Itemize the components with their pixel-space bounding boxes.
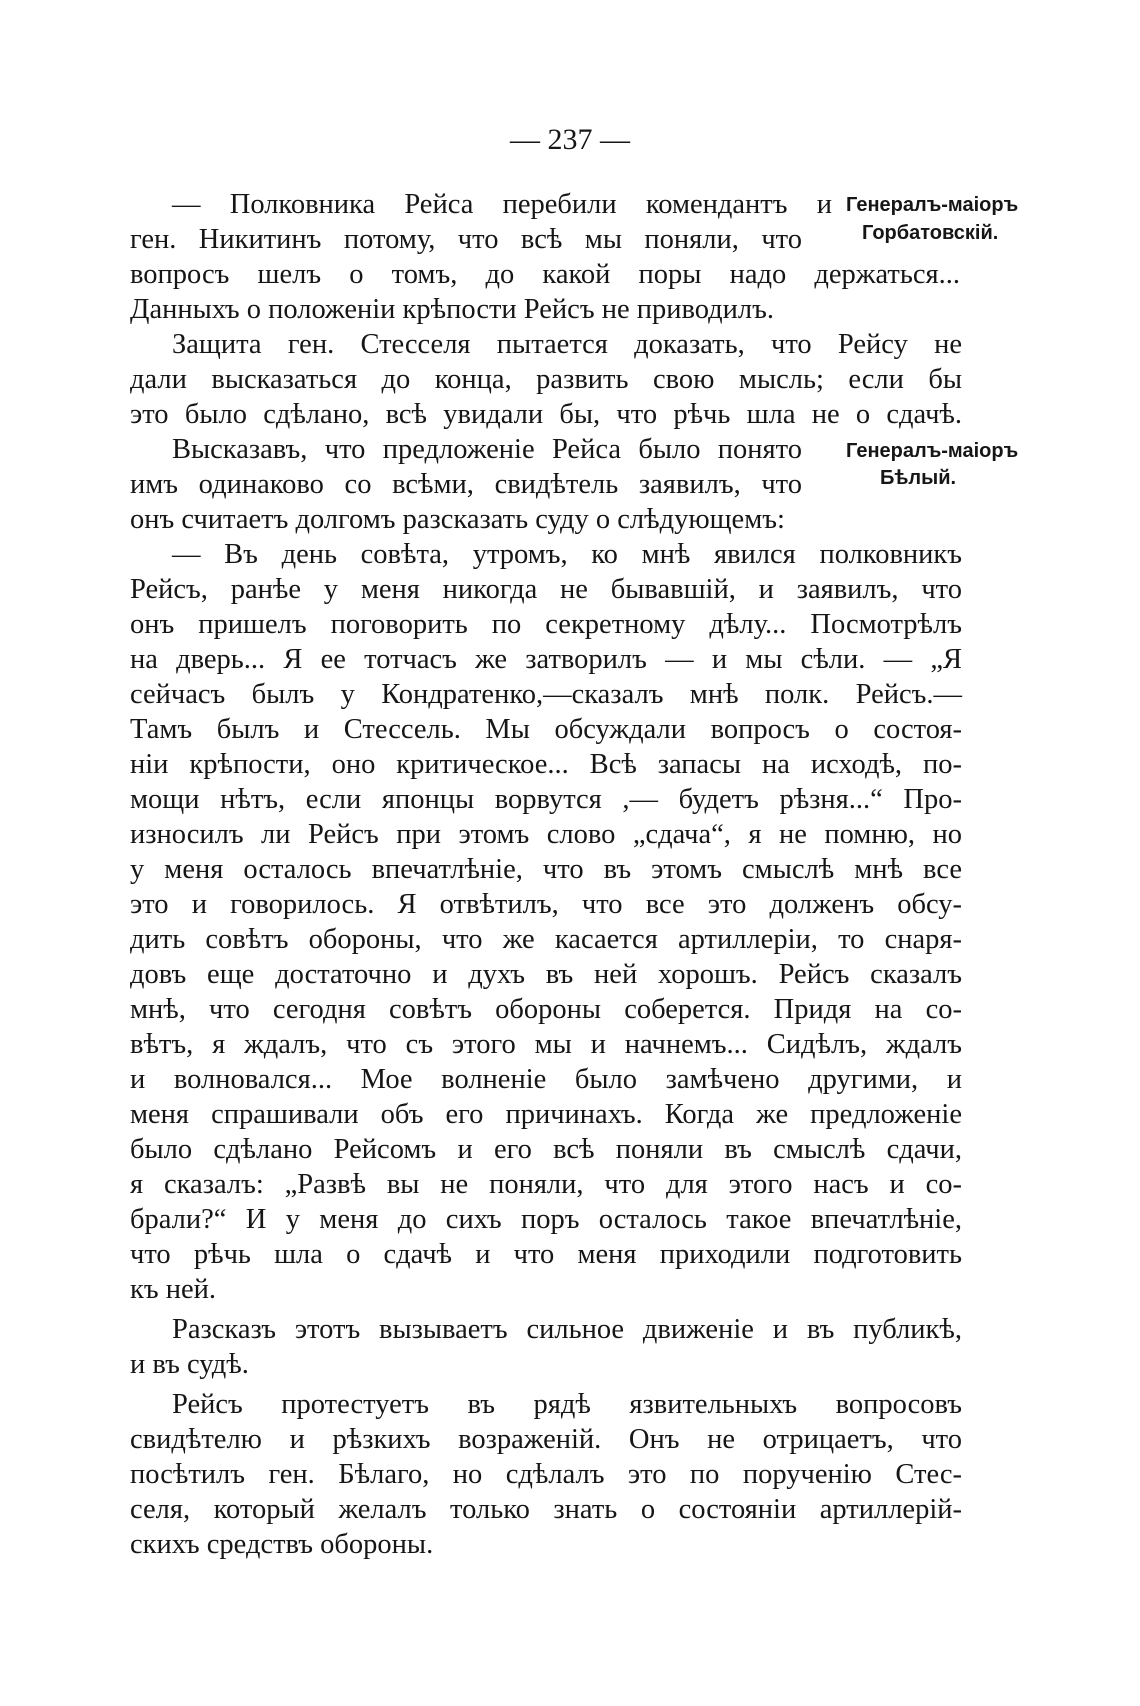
text-line: это было сдѣлано, всѣ увидали бы, что рѣчь шла не о сдачѣ. — [130, 399, 962, 430]
text-line: ген. Никитинъ потому, что всѣ мы поняли, что — [130, 224, 802, 255]
text-line: Рейсъ, ранѣе у меня никогда не бывавшiй, и заявилъ, что — [130, 574, 962, 605]
text-line: къ ней. — [130, 1274, 216, 1305]
text-line: нiи крѣпости, оно критическое... Всѣ запасы на исходѣ, по- — [130, 749, 962, 780]
text-line: Разсказъ этотъ вызываетъ сильное движенiе и въ публикѣ, — [172, 1314, 962, 1345]
text-line: дали высказаться до конца, развить свою мысль; если бы — [130, 364, 962, 395]
margin-note-general-rank: Генералъ-маiоръ — [846, 440, 1019, 462]
text-line: мощи нѣтъ, если японцы ворвутся ,— будетъ рѣзня...“ Про- — [130, 784, 962, 815]
margin-note-gorbatovsky: Горбатовскiй. — [862, 222, 999, 244]
text-line: дить совѣтъ обороны, что же касается артиллерiи, то снаря- — [130, 924, 962, 955]
text-line: Данныхъ о положенiи крѣпости Рейсъ не приводилъ. — [130, 294, 775, 325]
text-line: свидѣтелю и рѣзкихъ возраженiй. Онъ не отрицаетъ, что — [130, 1424, 962, 1455]
text-line: сейчасъ былъ у Кондратенко,—сказалъ мнѣ полк. Рейсъ.— — [130, 679, 962, 710]
text-line: я сказалъ: „Развѣ вы не поняли, что для этого насъ и со- — [130, 1169, 962, 1200]
text-line: мнѣ, что сегодня совѣтъ обороны соберется. Придя на со- — [130, 994, 962, 1025]
margin-note-bely: Бѣлый. — [880, 467, 957, 489]
text-line: Тамъ былъ и Стессель. Мы обсуждали вопросъ о состоя- — [130, 714, 962, 745]
text-line: и волновался... Мое волненiе было замѣчено другими, и — [130, 1064, 962, 1095]
text-line: Рейсъ протестуетъ въ рядѣ язвительныхъ вопросовъ — [172, 1389, 962, 1420]
page-number: — 237 — — [510, 123, 630, 156]
margin-note-general-rank: Генералъ-маiоръ — [846, 194, 1019, 216]
text-line: у меня осталось впечатлѣнiе, что въ этомъ смыслѣ мнѣ все — [130, 854, 962, 885]
text-line: Защита ген. Стесселя пытается доказать, что Рейсу не — [172, 329, 962, 360]
text-line: — Полковника Рейса перебили комендантъ и — [172, 189, 832, 220]
text-line: Высказавъ, что предложенiе Рейса было понято — [172, 434, 802, 465]
text-line: на дверь... Я ее тотчасъ же затворилъ — и мы сѣли. — „Я — [130, 644, 962, 675]
text-line: было сдѣлано Рейсомъ и его всѣ поняли въ смыслѣ сдачи, — [130, 1134, 962, 1165]
text-line: брали?“ И у меня до сихъ поръ осталось такое впечатлѣнiе, — [130, 1204, 962, 1235]
text-line: и въ судѣ. — [130, 1349, 249, 1380]
text-line: что рѣчь шла о сдачѣ и что меня приходили подготовить — [130, 1239, 962, 1270]
text-line: довъ еще достаточно и духъ въ ней хорошъ. Рейсъ сказалъ — [130, 959, 962, 990]
text-line: это и говорилось. Я отвѣтилъ, что все это долженъ обсу- — [130, 889, 962, 920]
text-line: онъ считаетъ долгомъ разсказать суду о слѣдующемъ: — [130, 504, 785, 535]
text-line: селя, который желалъ только знать о состоянiи артиллерiй- — [130, 1494, 962, 1525]
text-line: меня спрашивали объ его причинахъ. Когда же предложенiе — [130, 1099, 962, 1130]
text-line: вѣтъ, я ждалъ, что съ этого мы и начнемъ... Сидѣлъ, ждалъ — [130, 1029, 962, 1060]
text-line: имъ одинаково со всѣми, свидѣтель заявилъ, что — [130, 469, 802, 500]
text-line: скихъ средствъ обороны. — [130, 1529, 434, 1560]
text-line: онъ пришелъ поговорить по секретному дѣлу... Посмотрѣлъ — [130, 609, 962, 640]
text-line: — Въ день совѣта, утромъ, ко мнѣ явился полковникъ — [172, 539, 962, 570]
text-line: посѣтилъ ген. Бѣлаго, но сдѣлалъ это по порученiю Стес- — [130, 1459, 962, 1490]
text-line: вопросъ шелъ о томъ, до какой поры надо держаться... — [130, 259, 960, 290]
text-line: износилъ ли Рейсъ при этомъ слово „сдача“, я не помню, но — [130, 819, 962, 850]
